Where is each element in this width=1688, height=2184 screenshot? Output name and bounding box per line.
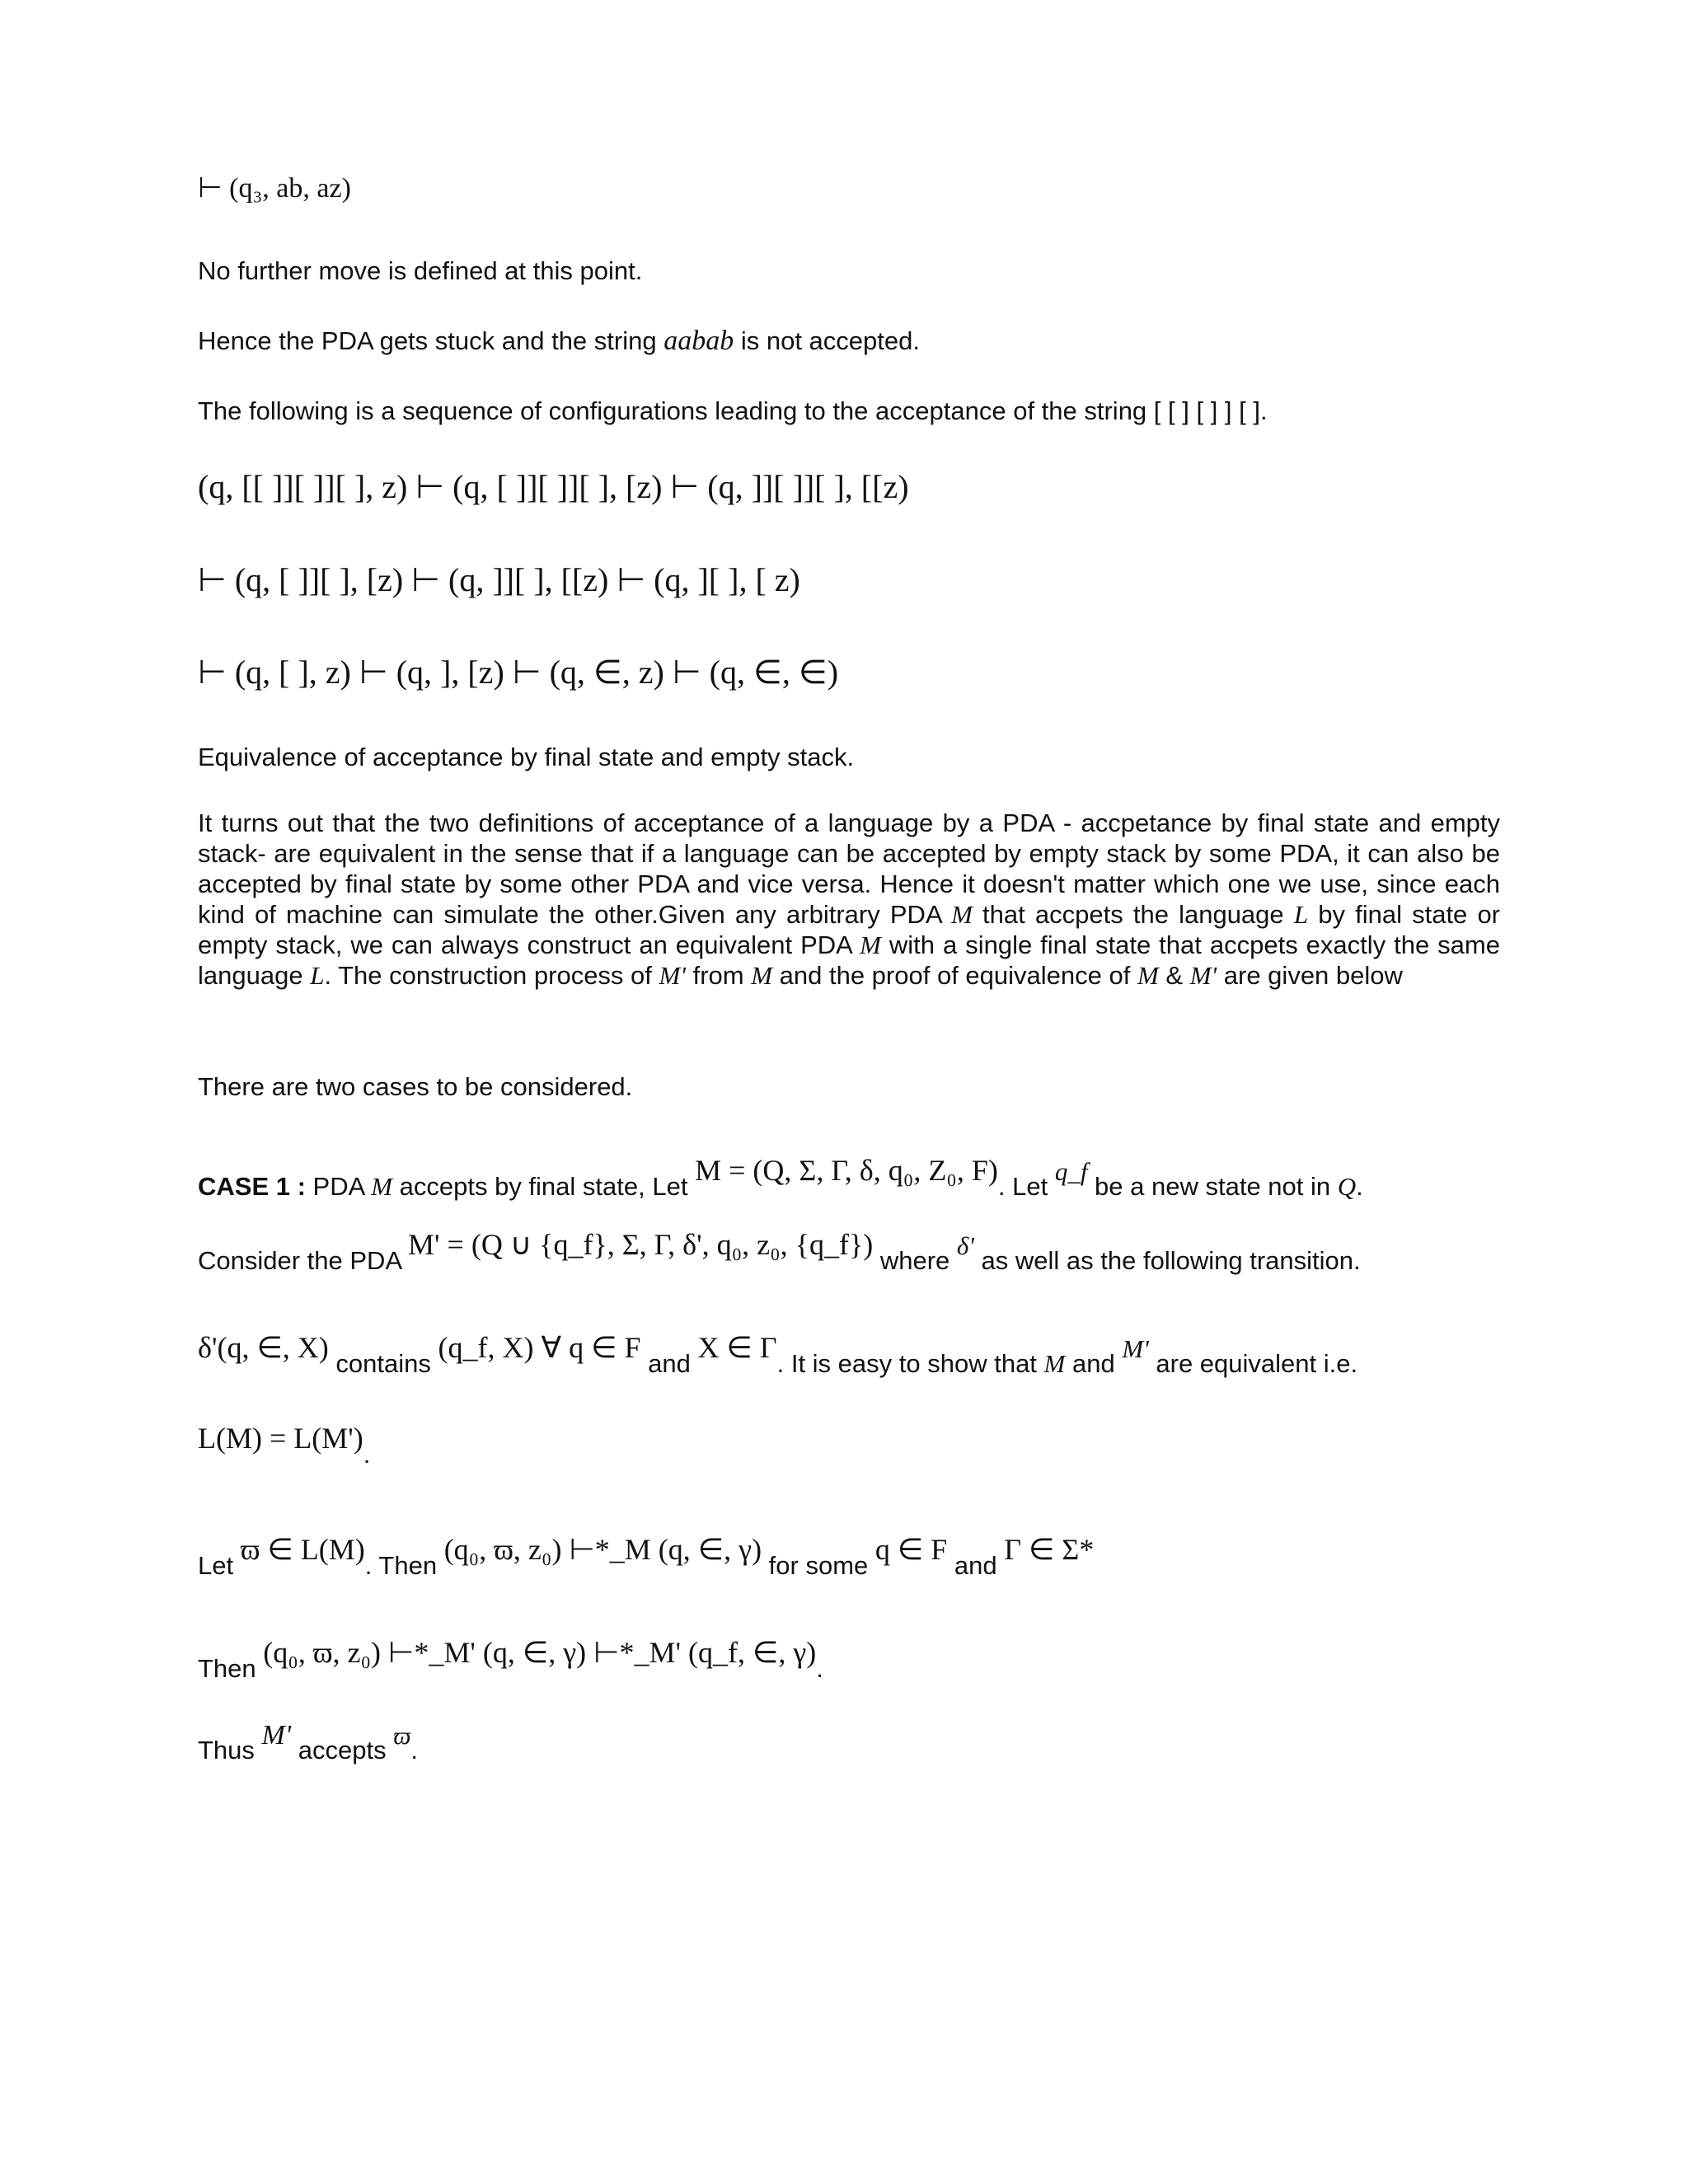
case-1-text: PDA (305, 1172, 372, 1201)
symbol-M: M (951, 900, 973, 929)
consider-text: where (873, 1246, 957, 1275)
derivation-M-prime: (q₀, ϖ, z₀) ⊢*_M' (q, ∈, γ) ⊢*_M' (q_f, ∈, γ) (263, 1636, 817, 1669)
symbol-qf: q_f (1054, 1157, 1088, 1186)
symbol-L: L (310, 961, 325, 990)
derivation-M: (q₀, ϖ, z₀) ⊢*_M (q, ∈, γ) (443, 1533, 762, 1566)
config-final-line: ⊢ (q₃, ab, az) (198, 173, 351, 204)
case-1-text: . (1356, 1172, 1363, 1201)
pda-tuple-M-prime: M' = (Q ∪ {q_f}, Σ, Γ, δ', q₀, z₀, {q_f}) (408, 1228, 874, 1261)
symbol-Q: Q (1337, 1172, 1357, 1201)
paragraph-text: from (685, 961, 752, 990)
equivalence-paragraph (198, 808, 1500, 991)
w-in-LM: ϖ ∈ L(M) (240, 1533, 365, 1566)
symbol-M-prime: M' (261, 1720, 292, 1750)
let-text: . Then (364, 1551, 444, 1580)
symbol-M-prime: M' (1122, 1334, 1149, 1363)
sequence-row-3: ⊢ (q, [ ], z) ⊢ (q, ], [z) ⊢ (q, ∈, z) ⊢ (q, ∈, ∈) (198, 654, 839, 691)
transition-delta: δ'(q, ∈, X) (198, 1331, 329, 1364)
symbol-M-prime: M' (1189, 961, 1217, 990)
let-text: Let (198, 1551, 241, 1580)
let-line (198, 1533, 1500, 1581)
period: . (363, 1440, 371, 1469)
symbol-M: M (1137, 961, 1159, 990)
symbol-M: M (860, 930, 881, 959)
let-text: and (947, 1551, 1005, 1580)
symbol-L: L (1293, 900, 1309, 929)
transition-pair: (q_f, X) ∀ q ∈ F (438, 1331, 641, 1364)
string-aabab: aabab (663, 326, 734, 356)
case-1-line (198, 1154, 1500, 1202)
equivalence-heading: Equivalence of acceptance by final state and empty stack. (198, 743, 855, 771)
transition-line (198, 1331, 1500, 1379)
hence-stuck-text (198, 326, 1500, 356)
period: . (410, 1736, 418, 1765)
symbol-M: M (1043, 1349, 1066, 1378)
language-equality: L(M) = L(M') (198, 1422, 363, 1455)
gamma-in-sigma-star: Γ ∈ Σ* (1004, 1533, 1095, 1566)
paragraph-text: are given below (1217, 961, 1403, 990)
pda-tuple-M: M = (Q, Σ, Γ, δ, q₀, Z₀, F) (695, 1154, 998, 1187)
paragraph-text: and the proof of equivalence of (772, 961, 1137, 990)
q-in-F: q ∈ F (874, 1533, 948, 1566)
sequence-intro-text: The following is a sequence of configurations leading to the acceptance of the string [ [ ] [ ] ] [ ]. (198, 396, 1268, 425)
hence-stuck-before: Hence the PDA gets stuck and the string (198, 326, 664, 355)
two-cases-text: There are two cases to be considered. (198, 1072, 633, 1101)
transition-text: contains (328, 1349, 438, 1378)
consider-line (198, 1228, 1500, 1276)
hence-stuck-after: is not accepted. (734, 326, 920, 355)
case-1-text: accepts by final state, Let (392, 1172, 696, 1201)
consider-text: Consider the PDA (198, 1246, 409, 1275)
transition-text: and (1065, 1349, 1123, 1378)
case-1-label: CASE 1 : (198, 1172, 306, 1201)
then-text: Then (198, 1654, 264, 1683)
thus-text: Thus (198, 1736, 262, 1765)
symbol-delta-prime: δ' (956, 1231, 974, 1260)
transition-text: and (640, 1349, 698, 1378)
paragraph-text: & (1158, 961, 1190, 990)
consider-text: as well as the following transition. (973, 1246, 1361, 1275)
paragraph-text: that accpets the language (972, 900, 1294, 929)
transition-text: are equivalent i.e. (1148, 1349, 1358, 1378)
sequence-row-2: ⊢ (q, [ ]][ ], [z) ⊢ (q, ]][ ], [[z) ⊢ (q, ][ ], [ z) (198, 561, 800, 598)
transition-text: . It is easy to show that (776, 1349, 1044, 1378)
x-in-gamma: X ∈ Γ (697, 1331, 777, 1364)
period: . (816, 1654, 823, 1683)
symbol-M-prime: M' (659, 961, 686, 990)
let-text: for some (762, 1551, 875, 1580)
paragraph-text: with a single final state that accpets exactly the same language (198, 930, 1500, 990)
symbol-M: M (751, 961, 773, 990)
paragraph-text: . The construction process of (324, 961, 659, 990)
symbol-omega: ϖ (393, 1722, 411, 1750)
paragraph-text: by final state or empty stack, we can always construct an equivalent PDA (198, 900, 1501, 959)
thus-text: accepts (291, 1736, 394, 1765)
then-line (198, 1636, 1500, 1684)
paragraph-text: It turns out that the two definitions of acceptance of a language by a PDA - accpetance by final state and empty stack- are equivalent in the sense that if a language can be accepted by empty stack by some PDA, it can also be accepted by final state by some other PDA and vice versa. Hence it doesn't matter which one we use, since each kind of machine can simulate the other.Given any arbitrary PDA (198, 808, 1500, 929)
language-equality-line (198, 1422, 1500, 1469)
case-1-text: . Let (997, 1172, 1055, 1201)
no-further-text: No further move is defined at this point. (198, 256, 643, 285)
case-1-text: be a new state not in (1087, 1172, 1338, 1201)
thus-line (198, 1720, 1500, 1766)
symbol-M: M (371, 1172, 393, 1201)
sequence-row-1: (q, [[ ]][ ]][ ], z) ⊢ (q, [ ]][ ]][ ], [z) ⊢ (q, ]][ ]][ ], [[z) (198, 468, 909, 505)
